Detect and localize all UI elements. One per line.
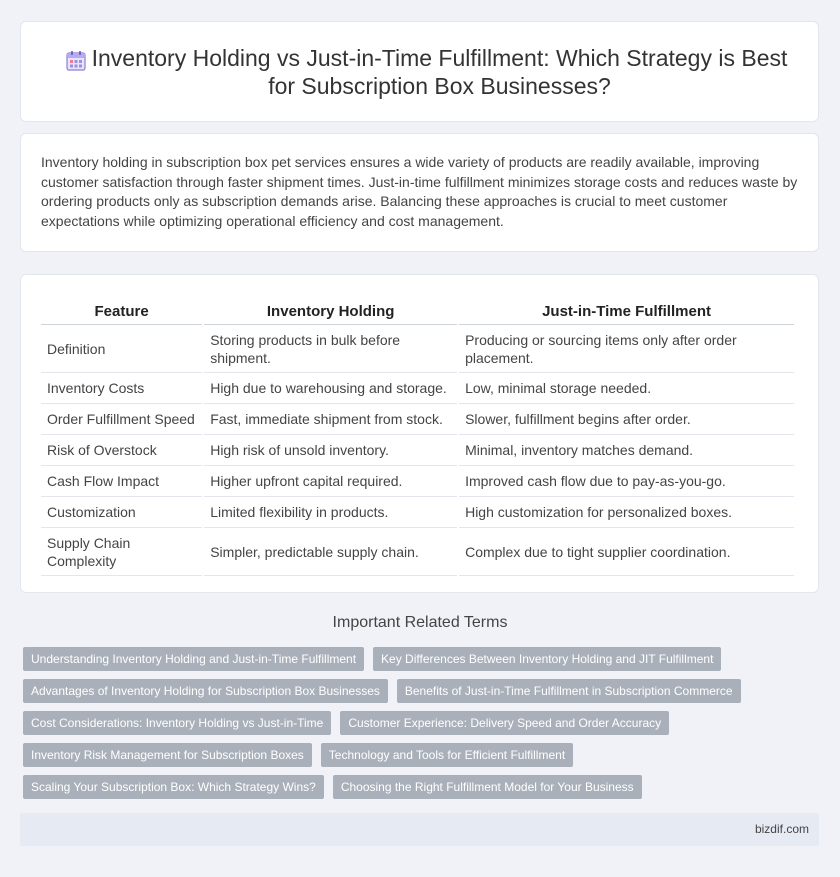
related-term-tag[interactable]: Technology and Tools for Efficient Fulfillment: [321, 743, 573, 767]
feature-cell: Supply Chain Complexity: [41, 528, 202, 576]
related-term-tag[interactable]: Cost Considerations: Inventory Holding vs Just-in-Time: [23, 711, 331, 735]
feature-cell: Risk of Overstock: [41, 435, 202, 466]
inventory-holding-cell: Simpler, predictable supply chain.: [204, 528, 457, 576]
just-in-time-cell: Minimal, inventory matches demand.: [459, 435, 794, 466]
just-in-time-cell: High customization for personalized boxes.: [459, 497, 794, 528]
related-term-tag[interactable]: Key Differences Between Inventory Holding and JIT Fulfillment: [373, 647, 721, 671]
comparison-table: [39, 295, 796, 576]
inventory-holding-cell: High due to warehousing and storage.: [204, 373, 457, 404]
table-row: [41, 528, 794, 576]
table-row: [41, 435, 794, 466]
related-terms-title: Important Related Terms: [332, 614, 508, 631]
just-in-time-cell: Producing or sourcing items only after order placement.: [459, 325, 794, 373]
feature-cell: Definition: [41, 325, 202, 373]
just-in-time-cell: Complex due to tight supplier coordination.: [459, 528, 794, 576]
related-term-tag[interactable]: Inventory Risk Management for Subscription Boxes: [23, 743, 312, 767]
related-term-tag[interactable]: Benefits of Just-in-Time Fulfillment in Subscription Commerce: [397, 679, 741, 703]
related-term-tag[interactable]: Customer Experience: Delivery Speed and Order Accuracy: [340, 711, 669, 735]
related-term-tag[interactable]: Choosing the Right Fulfillment Model for Your Business: [333, 775, 642, 799]
header-just-in-time: Just-in-Time Fulfillment: [459, 295, 794, 325]
related-term-tag[interactable]: Advantages of Inventory Holding for Subscription Box Businesses: [23, 679, 388, 703]
intro-card: [20, 133, 819, 252]
header-feature: Feature: [41, 295, 202, 325]
related-terms-list: [23, 647, 823, 807]
just-in-time-cell: Improved cash flow due to pay-as-you-go.: [459, 466, 794, 497]
related-term-tag[interactable]: Understanding Inventory Holding and Just-in-Time Fulfillment: [23, 647, 364, 671]
inventory-holding-cell: High risk of unsold inventory.: [204, 435, 457, 466]
feature-cell: Inventory Costs: [41, 373, 202, 404]
comparison-table-card: [20, 274, 819, 593]
inventory-holding-cell: Storing products in bulk before shipment.: [204, 325, 457, 373]
feature-cell: Cash Flow Impact: [41, 466, 202, 497]
just-in-time-cell: Low, minimal storage needed.: [459, 373, 794, 404]
table-row: [41, 325, 794, 373]
table-header-row: [41, 295, 794, 325]
inventory-holding-cell: Higher upfront capital required.: [204, 466, 457, 497]
just-in-time-cell: Slower, fulfillment begins after order.: [459, 404, 794, 435]
table-row: [41, 373, 794, 404]
footer-site-link[interactable]: bizdif.com: [754, 822, 809, 836]
inventory-holding-cell: Fast, immediate shipment from stock.: [204, 404, 457, 435]
header-inventory-holding: Inventory Holding: [204, 295, 457, 325]
inventory-holding-cell: Limited flexibility in products.: [204, 497, 457, 528]
table-row: [41, 497, 794, 528]
intro-paragraph: Inventory holding in subscription box pet services ensures a wide variety of products are readily available, improving customer satisfaction through faster shipment times. Just-in-time fulfillment minimizes storage costs and reduces waste by ordering products only as subscription demands arise. Balancing these approaches is crucial to meet customer expectations while optimizing operational efficiency and cost management.: [41, 154, 798, 229]
header-card: [20, 21, 819, 122]
feature-cell: Customization: [41, 497, 202, 528]
feature-cell: Order Fulfillment Speed: [41, 404, 202, 435]
footer: [20, 813, 819, 846]
table-row: [41, 404, 794, 435]
page-title: Inventory Holding vs Just-in-Time Fulfillment: Which Strategy is Best for Subscription Box Businesses?: [91, 44, 788, 99]
table-row: [41, 466, 794, 497]
related-term-tag[interactable]: Scaling Your Subscription Box: Which Strategy Wins?: [23, 775, 324, 799]
